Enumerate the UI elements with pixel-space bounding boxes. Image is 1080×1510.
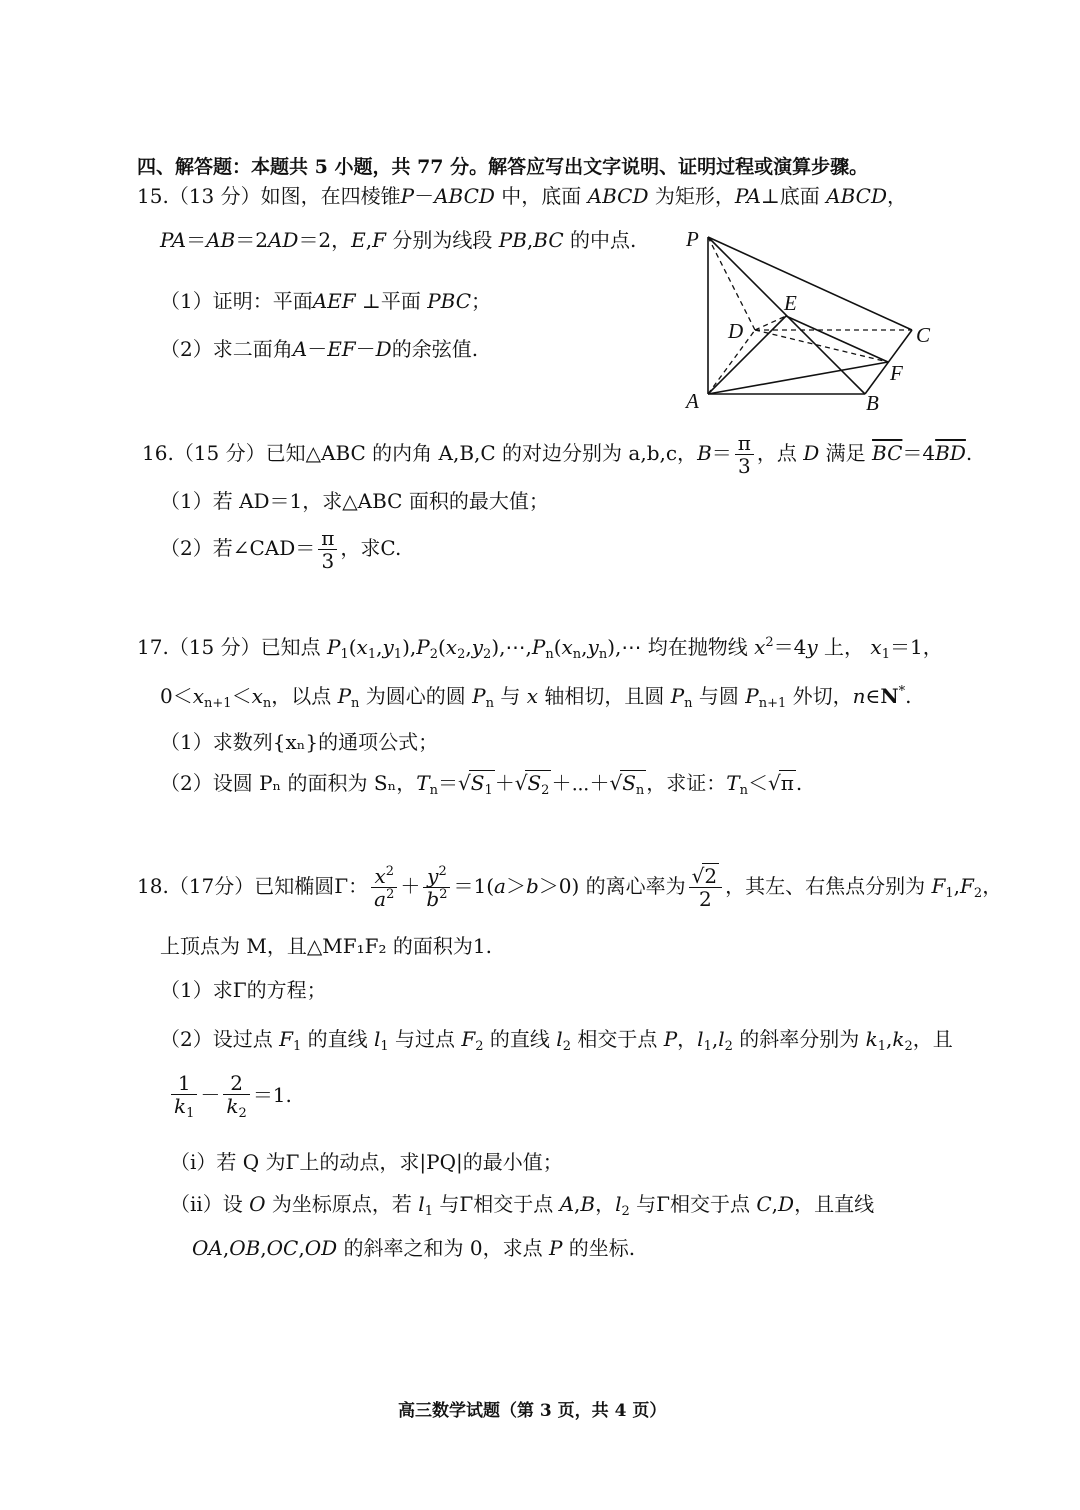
q15-score: （13 分） <box>168 184 261 208</box>
q18-condition: $\frac{1}{k_1}$ － $\frac{2}{k_2}$ ＝1. <box>168 1072 292 1121</box>
q18-number: 18. <box>137 874 169 898</box>
q15-part1: （1）证明：平面AEF ⊥平面 PBC； <box>160 289 492 313</box>
q18-sub1: （i）若 Q 为Γ上的动点，求|PQ|的最小值； <box>170 1150 563 1174</box>
label-D: D <box>728 319 744 343</box>
edge-PD <box>708 237 755 330</box>
q17-line2: $0<x_{n+1}<x_n$，以点 $P_n$ 为圆心的圆 $P_n$ 与 x 轴相切，且圆 $P_n$ 与圆 $P_{n+1}$ 外切，n∈N*. <box>160 684 912 711</box>
edge-EF <box>786 316 888 362</box>
q17-part1: （1）求数列{xₙ}的通项公式； <box>160 730 439 754</box>
edge-PC <box>708 237 912 330</box>
q16-number: 16. <box>142 441 174 465</box>
q16-part2-suffix: ，求C. <box>340 536 402 560</box>
q17-part2-prefix: （2）设圆 Pₙ 的面积为 Sₙ， <box>160 771 417 795</box>
q18-sub2: （ii）设 O 为坐标原点，若 $l_1$ 与Γ相交于点 A,B，$l_2$ 与Γ相交于点 C,D，且直线 <box>170 1192 875 1219</box>
q17-line1: 17.（15 分）已知点 $P_1(x_1,y_1),P_2(x_2,y_2),\cdots,P_n(x_n,y_n),\cdots$ 均在抛物线 $x^2=4y$ 上， $x_1=1$， <box>137 635 943 662</box>
q16-part2-prefix: （2）若∠CAD＝ <box>160 536 316 560</box>
label-A: A <box>686 389 699 413</box>
q15-part2-suffix: 的余弦值. <box>391 337 479 361</box>
q18-line2: 上顶点为 M，且△MF₁F₂ 的面积为1. <box>160 934 492 958</box>
pyramid-figure <box>680 222 940 417</box>
q18-score: （17分） <box>168 874 255 898</box>
edge-DF <box>755 330 888 362</box>
label-E: E <box>784 291 797 315</box>
edge-BC <box>865 330 912 394</box>
label-P: P <box>686 227 699 251</box>
q16-part1: （1）若 AD＝1，求△ABC 面积的最大值； <box>160 489 549 513</box>
q15-part2-label: （2）求二面角 <box>160 337 293 361</box>
q15-part2: （2）求二面角A－EF－D的余弦值. <box>160 337 479 361</box>
q16-line1: 16.（15 分）已知△ABC 的内角 A,B,C 的对边分别为 a,b,c，B＝ $\frac{\pi}{3}$ ，点 D 满足 $\overline{BC}=4\overline{BD}$. <box>142 431 973 478</box>
q17-part2: （2）设圆 Pₙ 的面积为 Sₙ，$T_n=√S_1 +√S_2$ $+\cdots+√S_n$ ，求证：$T_n<√\pi$ . <box>160 771 803 798</box>
q17-number: 17. <box>137 635 169 659</box>
q18-sub2-cont: OA,OB,OC,OD 的斜率之和为 0，求点 P 的坐标. <box>192 1236 636 1260</box>
q18-part2: （2）设过点 $F_1$ 的直线 $l_1$ 与过点 $F_2$ 的直线 $l_2$ 相交于点 P，$l_1,l_2$ 的斜率分别为 $k_1,k_2$，且 <box>160 1027 953 1054</box>
q16-intro: 已知△ABC 的内角 A,B,C 的对边分别为 a,b,c， <box>265 441 698 465</box>
q18-part1: （1）求Γ的方程； <box>160 978 327 1002</box>
section-heading: 四、解答题：本题共 5 小题，共 77 分。解答应写出文字说明、证明过程或演算步骤。 <box>137 156 869 178</box>
label-B: B <box>866 391 879 415</box>
q16-part2: （2）若∠CAD＝ $\frac{\pi}{3}$ ，求C. <box>160 526 402 573</box>
q15-line1: 15.（13 分）如图，在四棱锥P－ABCD 中，底面 ABCD 为矩形，PA⊥底面 ABCD， <box>137 184 907 208</box>
q18-line1: 18.（17分）已知椭圆Γ： $\frac{x^2}{a^2}$ ＋ $\frac{y^2}{b^2}$ ＝1(a＞b＞0) 的离心率为 $\frac{√2}{2}$ ，其左、右焦点分别为 $F_1,F_2$， <box>137 864 1003 911</box>
q17-score: （15 分） <box>168 635 261 659</box>
label-F: F <box>890 361 903 385</box>
q15-part1-label: （1）证明：平面 <box>160 289 313 313</box>
page-footer: 高三数学试题（第 3 页，共 4 页） <box>398 1401 667 1421</box>
q15-number: 15. <box>137 184 169 208</box>
edge-DE <box>755 316 786 330</box>
q15-intro: 如图，在四棱锥 <box>260 184 401 208</box>
q16-score: （15 分） <box>173 441 266 465</box>
label-C: C <box>916 323 931 347</box>
q15-line2: PA＝AB＝2AD＝2，E,F 分别为线段 PB,BC 的中点. <box>160 228 637 252</box>
